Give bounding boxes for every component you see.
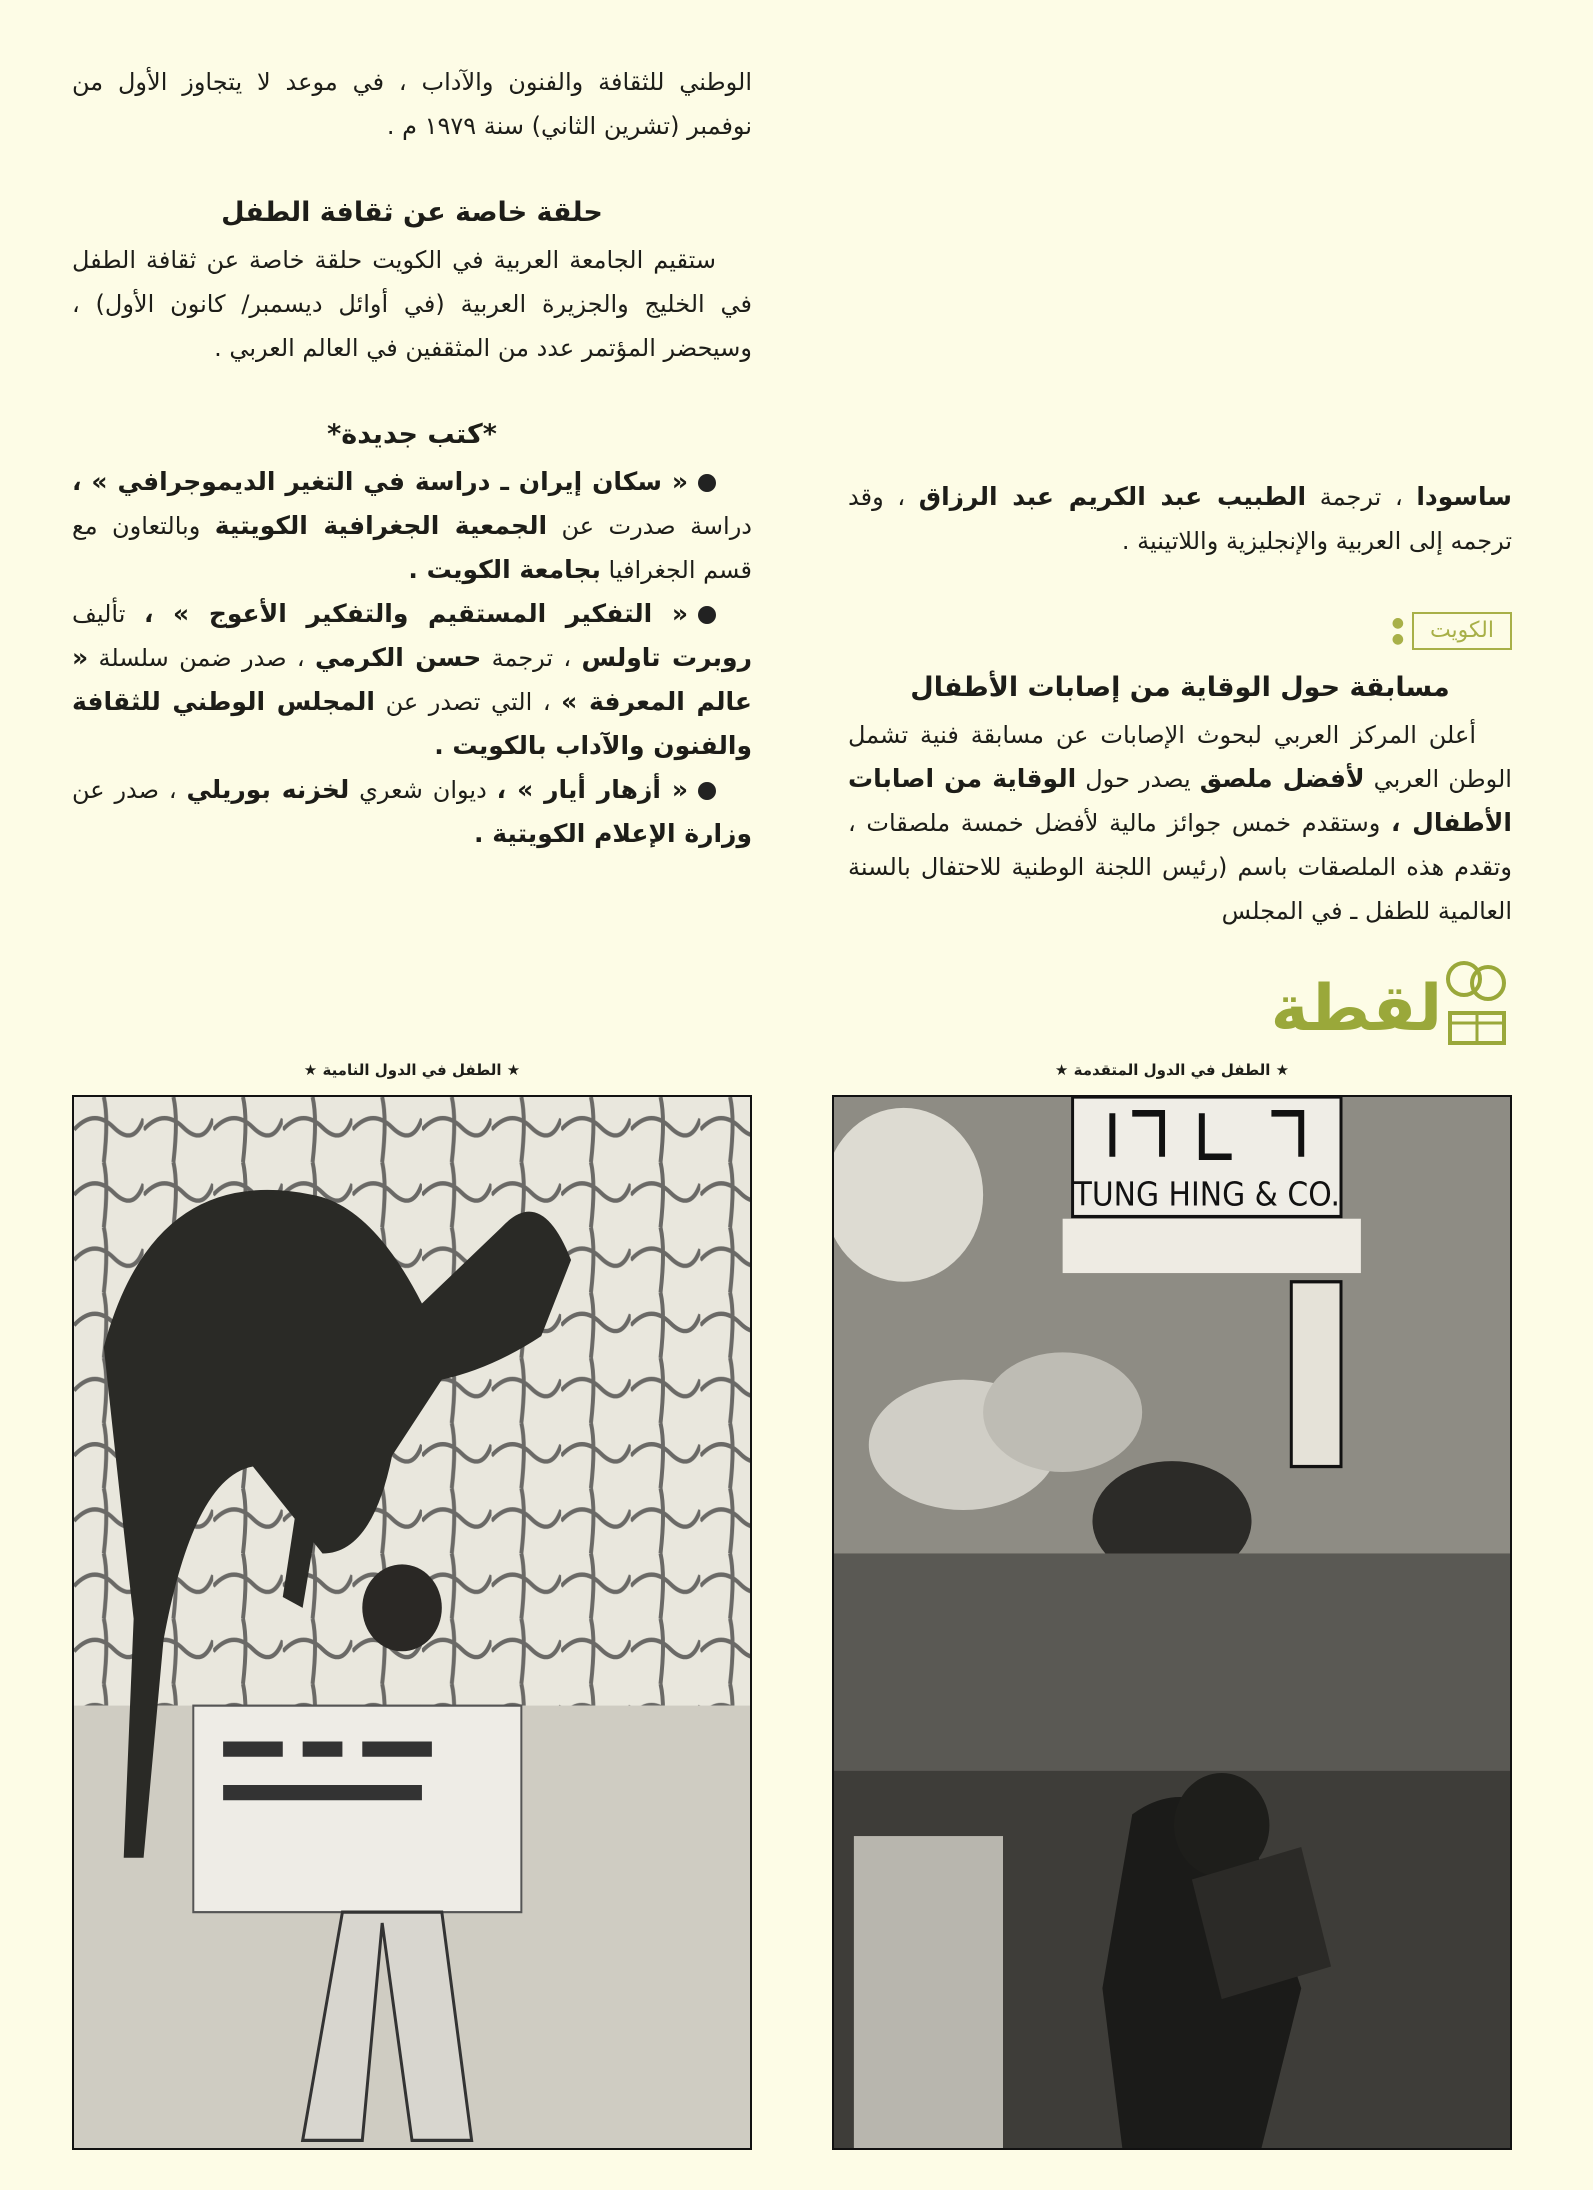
colon-icon: ● ● [1391, 615, 1404, 647]
intro-paragraph: ساسودا ، ترجمة الطبيب عبد الكريم عبد الرزاق ، وقد ترجمه إلى العربية والإنجليزية واللاتينية . [848, 482, 1512, 555]
book-item: « أزهار أيار » ، ديوان شعري لخزنه بوريلي ، صدر عن وزارة الإعلام الكويتية . [72, 775, 752, 848]
caption-row [72, 1057, 1512, 1083]
bullet-icon [698, 474, 716, 492]
intro-paragraph: الوطني للثقافة والفنون والآداب ، في موعد لا يتجاوز الأول من نوفمبر (تشرين الثاني) سنة ١٩٧٩ م . [72, 68, 752, 140]
section-logo: لقطة [1271, 957, 1512, 1047]
photo-boy-with-camel [72, 1095, 752, 2150]
book-item: « التفكير المستقيم والتفكير الأعوج » ، تأليف روبرت تاولس ، ترجمة حسن الكرمي ، صدر ضمن سلسلة « عالم المعرفة » ، التي تصدر عن المجلس الوطني للثقافة والفنون والآداب بالكويت . [72, 599, 752, 760]
text-columns [72, 60, 1512, 933]
bullet-icon [698, 606, 716, 624]
photo-row [72, 1095, 1512, 2150]
section-body: ستقيم الجامعة العربية في الكويت حلقة خاصة عن ثقافة الطفل في الخليج والجزيرة العربية (في أوائل ديسمبر/ كانون الأول) ، وسيحضر المؤتمر عدد من المثقفين في العالم العربي . [72, 246, 752, 362]
photo-caption-left: ★ الطفل في الدول النامية ★ [303, 1061, 521, 1079]
right-column [848, 475, 1512, 933]
section-title: مسابقة حول الوقاية من إصابات الأطفال [910, 672, 1450, 703]
shop-sign: TUNG HING & CO. [1073, 1176, 1340, 1215]
section-body: أعلن المركز العربي لبحوث الإصابات عن مسابقة فنية تشمل الوطن العربي لأفضل ملصق يصدر حول الوقاية من اصابات الأطفال ، وستقدم خمس جوائز مالية لأفضل خمسة ملصقات ، وتقدم هذه الملصقات باسم (رئيس اللجنة الوطنية للاحتفال بالسنة العالمية للطفل ـ في المجلس [848, 721, 1512, 925]
books-title: *كتب جديدة* [327, 419, 497, 450]
bullet-icon [698, 782, 716, 800]
book-item: « سكان إيران ـ دراسة في التغير الديموجرافي » ، دراسة صدرت عن الجمعية الجغرافية الكويتية وبالتعاون مع قسم الجغرافيا بجامعة الكويت . [72, 467, 752, 584]
logo-row [72, 957, 1512, 1047]
photo-boy-reading-street [832, 1095, 1512, 2150]
region-tag: الكويت ● ● [1392, 612, 1512, 650]
section-title: حلقة خاصة عن ثقافة الطفل [221, 197, 603, 228]
rings-gift-icon [1442, 957, 1512, 1047]
photo-caption-right: ★ الطفل في الدول المتقدمة ★ [1054, 1061, 1290, 1079]
left-column [72, 60, 752, 856]
